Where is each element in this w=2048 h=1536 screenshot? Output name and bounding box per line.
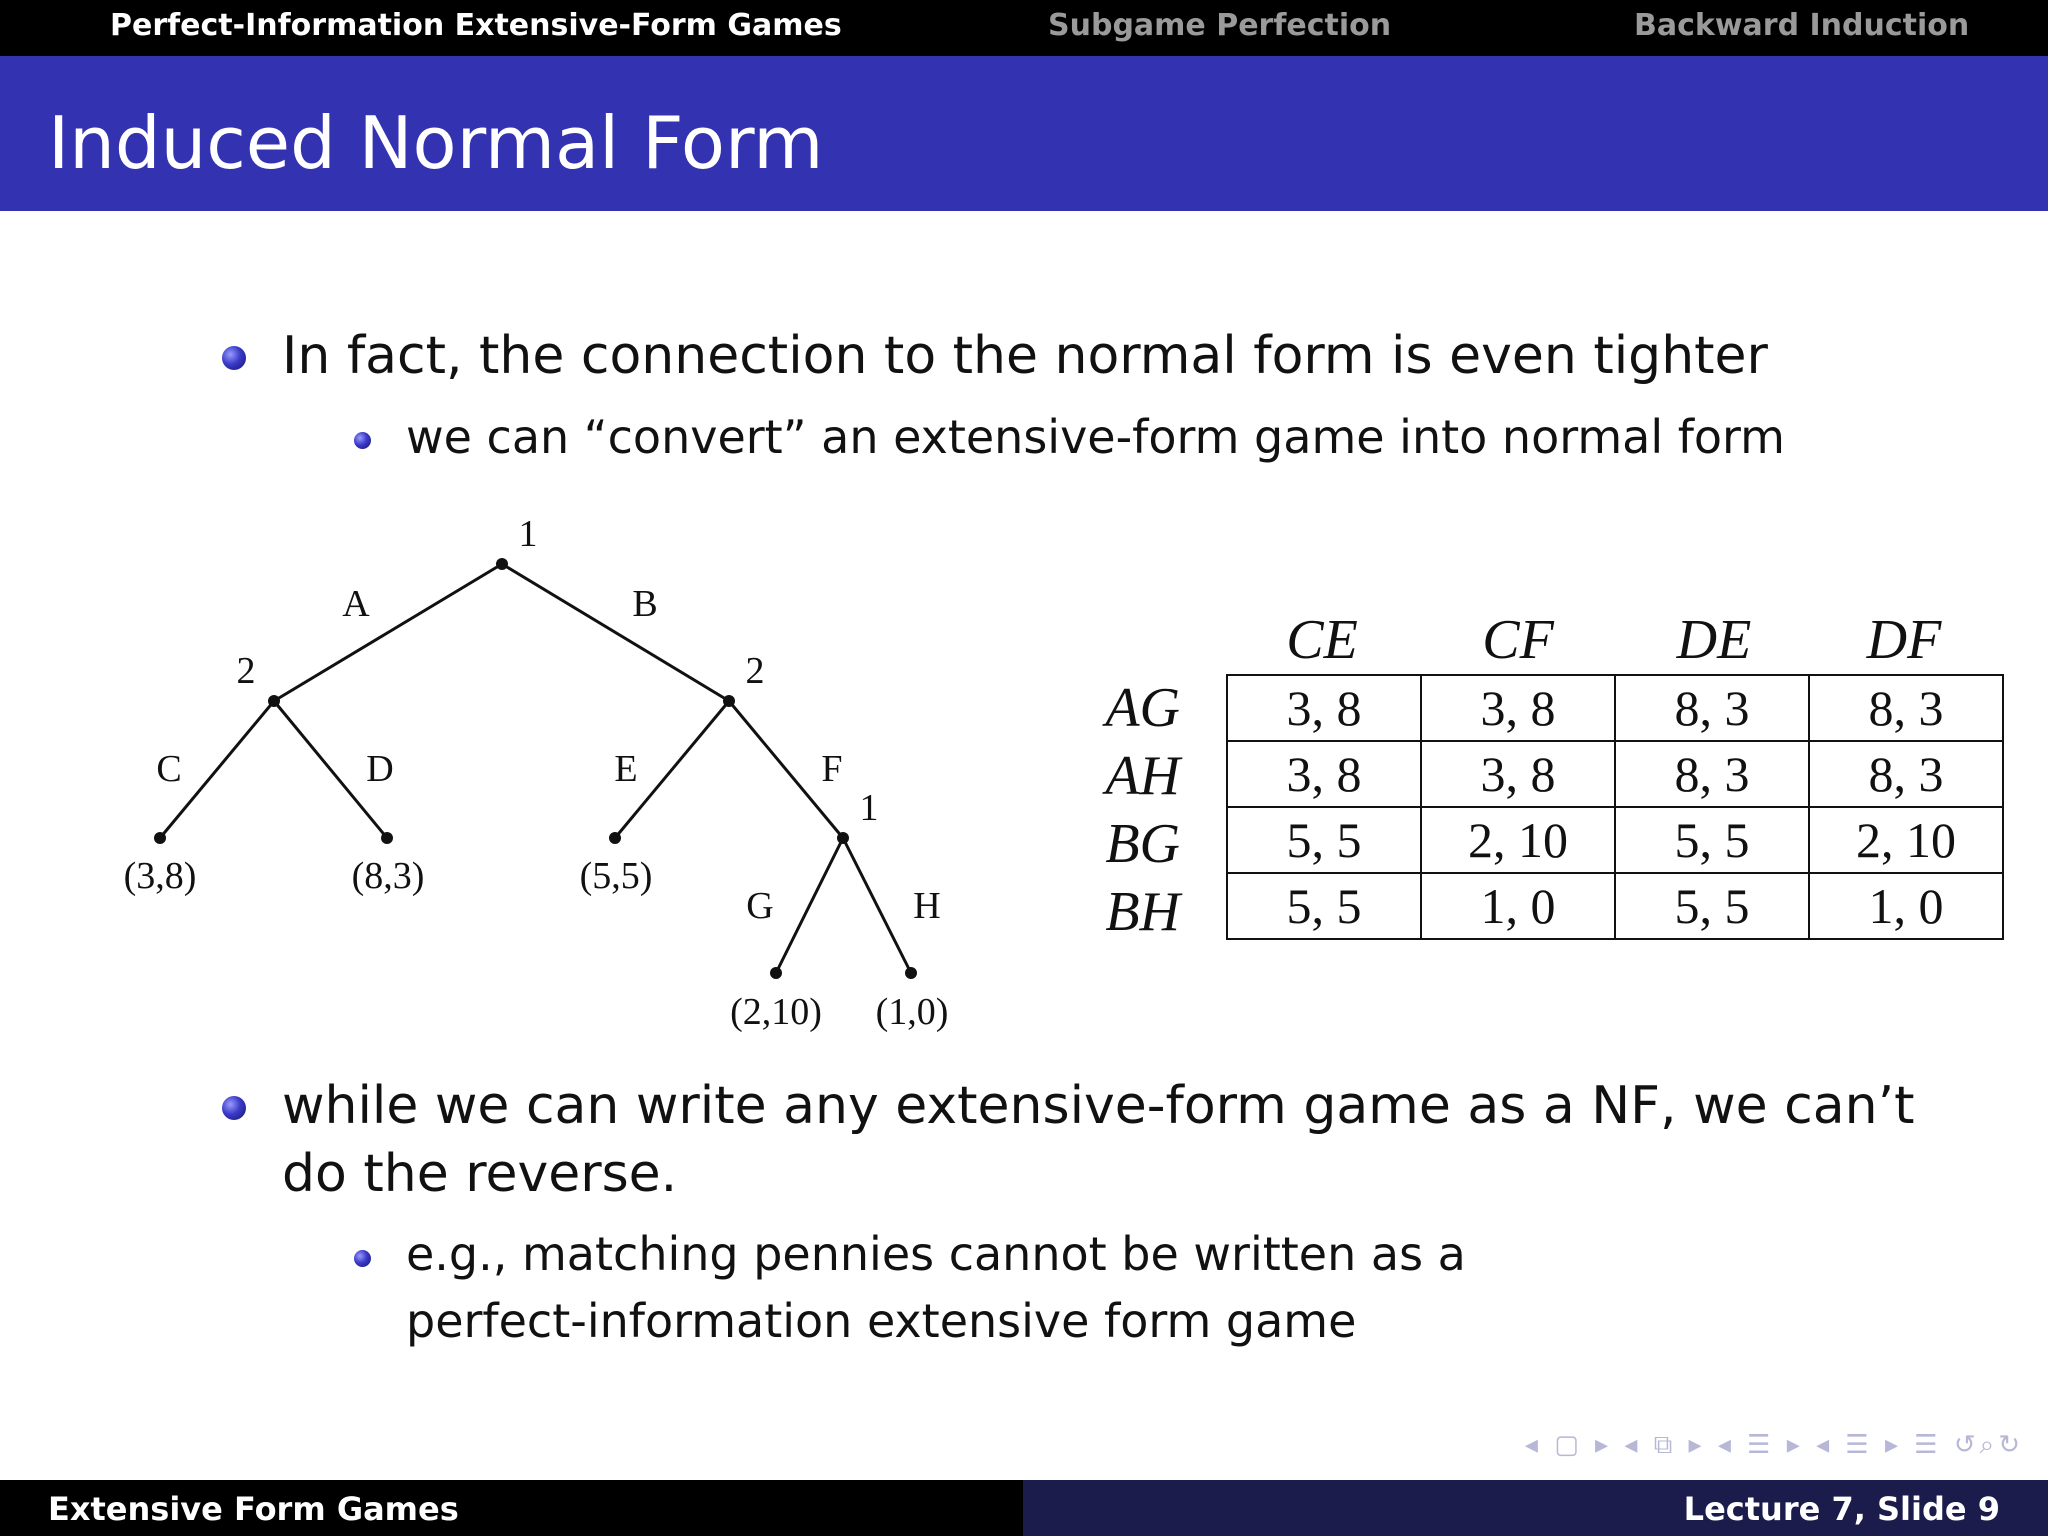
payoff-g: (2,10): [730, 991, 822, 1033]
bullet-marker: [222, 1096, 246, 1120]
row-header-bg: BG: [1105, 813, 1180, 875]
footer-slide-number: Lecture 7, Slide 9: [1683, 1490, 2000, 1528]
normal-form-matrix: [1226, 674, 2004, 940]
row-header-bh: BH: [1105, 881, 1180, 943]
payoff-c: (3,8): [123, 855, 197, 897]
action-label-b: B: [632, 583, 658, 625]
matrix-cell: 3, 8: [1227, 741, 1421, 807]
nav-section-subgame-perfection[interactable]: Subgame Perfection: [1048, 8, 1392, 43]
bullet-text-continued: do the reverse.: [282, 1144, 678, 1204]
action-label-h: H: [913, 885, 941, 927]
player1-f-node: [837, 832, 849, 844]
matrix-cell: 1, 0: [1809, 873, 2003, 939]
left-player-label: 2: [236, 650, 256, 692]
sub-bullet-text-continued: perfect-information extensive form game: [406, 1294, 1357, 1348]
terminal-node-d: [381, 832, 393, 844]
payoff-e: (5,5): [579, 855, 653, 897]
right-player-label: 2: [745, 650, 765, 692]
matrix-cell: 2, 10: [1421, 807, 1615, 873]
terminal-node-g: [770, 967, 782, 979]
f-node-player-label: 1: [859, 787, 879, 829]
presentation-nav-icon[interactable]: ◂ ☰ ▸: [1816, 1430, 1903, 1460]
edge-h: [843, 838, 911, 973]
matrix-row: [1227, 807, 2003, 873]
terminal-node-c: [154, 832, 166, 844]
edge-b: [502, 564, 729, 701]
matrix-cell: 2, 10: [1809, 807, 2003, 873]
edge-a: [274, 564, 502, 701]
action-label-a: A: [342, 583, 370, 625]
action-label-e: E: [614, 748, 638, 790]
terminal-node-h: [905, 967, 917, 979]
matrix-row: [1227, 675, 2003, 741]
matrix-cell: 8, 3: [1809, 675, 2003, 741]
action-label-c: C: [156, 748, 182, 790]
matrix-row: [1227, 741, 2003, 807]
matrix-cell: 8, 3: [1615, 675, 1809, 741]
payoff-d: (8,3): [351, 855, 425, 897]
sub-bullet-text: we can “convert” an extensive-form game into normal form: [406, 410, 1785, 464]
sub-bullet-text: e.g., matching pennies cannot be written as a: [406, 1227, 1466, 1281]
matrix-cell: 3, 8: [1421, 675, 1615, 741]
appendix-nav-icon[interactable]: ☰: [1914, 1430, 1942, 1460]
action-label-f: F: [821, 748, 843, 790]
matrix-cell: 5, 5: [1615, 807, 1809, 873]
footer-course-title: Extensive Form Games: [48, 1490, 459, 1528]
section-nav-icon[interactable]: ◂ ☰ ▸: [1717, 1430, 1804, 1460]
root-player-label: 1: [518, 513, 538, 555]
matrix-cell: 3, 8: [1227, 675, 1421, 741]
search-icon[interactable]: ↺⌕↻: [1953, 1430, 2024, 1460]
terminal-node-e: [609, 832, 621, 844]
nav-section-backward-induction[interactable]: Backward Induction: [1634, 8, 1970, 43]
subsection-nav-icon[interactable]: ◂ ⧉ ▸: [1624, 1430, 1706, 1460]
matrix-cell: 1, 0: [1421, 873, 1615, 939]
matrix-cell: 8, 3: [1809, 741, 2003, 807]
slide-title: Induced Normal Form: [48, 101, 824, 185]
bullet-text: while we can write any extensive-form game as a NF, we can’t: [282, 1076, 1915, 1136]
frame-nav-icon[interactable]: ◂ ▢ ▸: [1524, 1430, 1613, 1460]
root-node: [496, 558, 508, 570]
column-header-cf: CF: [1482, 609, 1554, 671]
matrix-row: [1227, 873, 2003, 939]
edge-g: [776, 838, 843, 973]
matrix-cell: 5, 5: [1615, 873, 1809, 939]
action-label-d: D: [366, 748, 394, 790]
action-label-g: G: [746, 885, 774, 927]
player2-left-node: [268, 695, 280, 707]
matrix-cell: 5, 5: [1227, 873, 1421, 939]
payoff-h: (1,0): [875, 991, 949, 1033]
footer-right: [1023, 1480, 2048, 1536]
column-header-ce: CE: [1286, 609, 1358, 671]
matrix-cell: 3, 8: [1421, 741, 1615, 807]
matrix-cell: 5, 5: [1227, 807, 1421, 873]
bullet-text: In fact, the connection to the normal form is even tighter: [282, 326, 1768, 386]
row-header-ah: AH: [1105, 745, 1180, 807]
footer-left: [0, 1480, 1023, 1536]
sub-bullet-marker: [354, 1250, 371, 1267]
column-header-df: DF: [1866, 609, 1942, 671]
column-header-de: DE: [1676, 609, 1752, 671]
matrix-cell: 8, 3: [1615, 741, 1809, 807]
player2-right-node: [723, 695, 735, 707]
beamer-navigation-symbols: [1525, 1430, 2024, 1461]
nav-section-perfect-information[interactable]: Perfect-Information Extensive-Form Games: [110, 8, 842, 43]
row-header-ag: AG: [1105, 677, 1180, 739]
